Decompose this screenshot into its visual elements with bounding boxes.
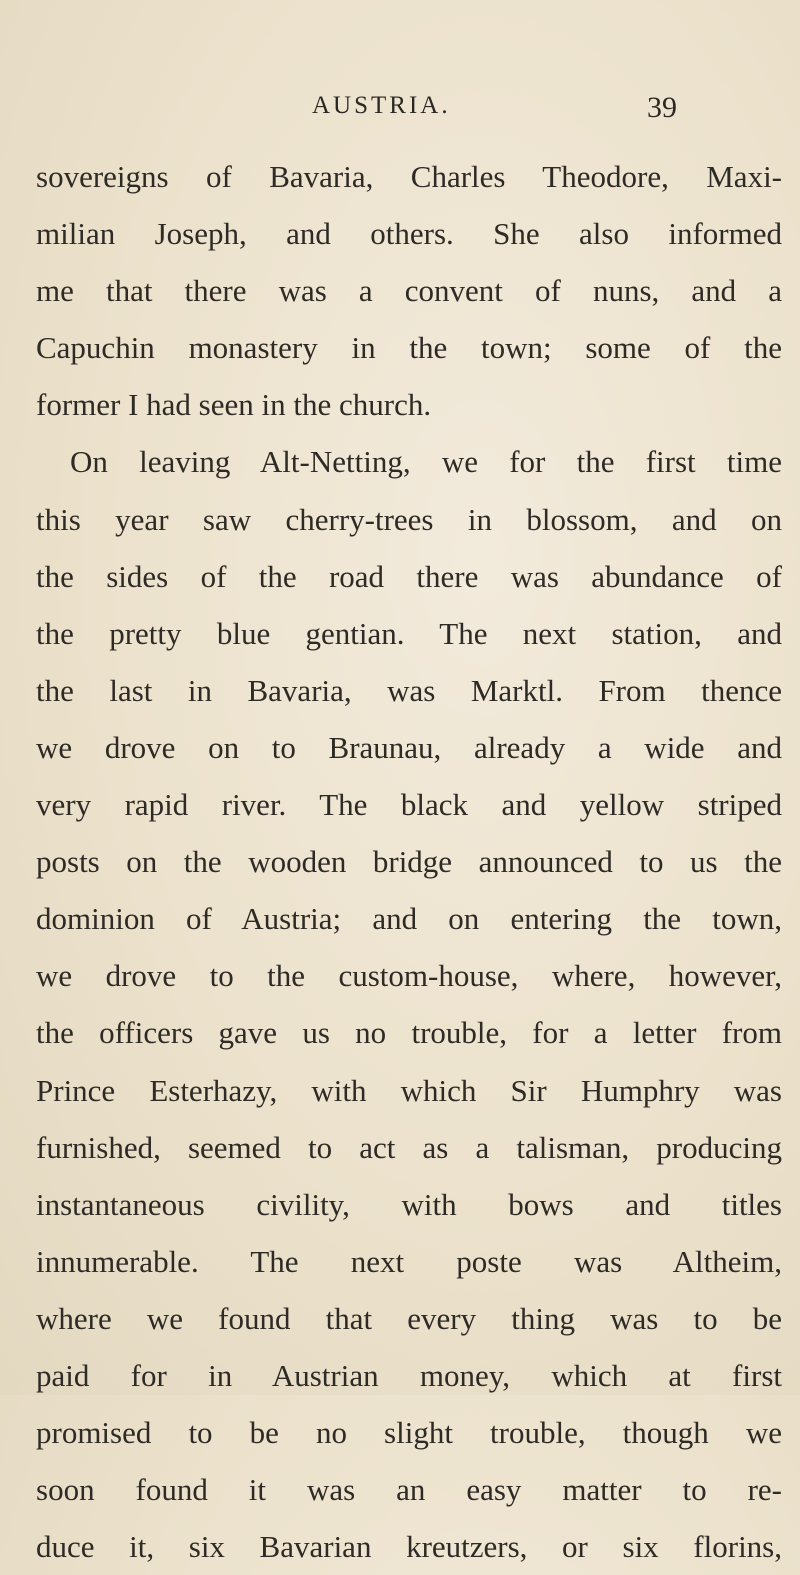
text-line: the pretty blue gentian. The next station, and — [36, 615, 782, 651]
text-line: we drove on to Braunau, already a wide and — [36, 729, 782, 765]
page-header — [0, 92, 800, 128]
text-line: very rapid river. The black and yellow striped — [36, 787, 782, 823]
text-line: the officers gave us no trouble, for a letter from — [36, 1015, 782, 1051]
text-line: former I had seen in the church. — [36, 387, 432, 423]
text-line: On leaving Alt-Netting, we for the first time — [70, 444, 782, 480]
text-line: paid for in Austrian money, which at first — [36, 1357, 782, 1393]
text-line: where we found that every thing was to be — [36, 1300, 782, 1336]
text-line: furnished, seemed to act as a talisman, producing — [36, 1129, 782, 1165]
text-line: me that there was a convent of nuns, and a — [36, 273, 782, 309]
text-line: Prince Esterhazy, with which Sir Humphry was — [36, 1072, 782, 1108]
text-line: soon found it was an easy matter to re- — [36, 1472, 782, 1508]
text-line: innumerable. The next poste was Altheim, — [36, 1243, 782, 1279]
text-line: we drove to the custom-house, where, however, — [36, 958, 782, 994]
running-title: AUSTRIA. — [312, 92, 451, 119]
text-line: dominion of Austria; and on entering the town, — [36, 901, 782, 937]
page-number: 39 — [647, 91, 677, 124]
text-line: the last in Bavaria, was Marktl. From thence — [36, 672, 782, 708]
text-line: duce it, six Bavarian kreutzers, or six florins, — [36, 1529, 782, 1565]
body-text — [36, 148, 782, 1575]
text-line: promised to be no slight trouble, though we — [36, 1415, 782, 1451]
text-line: posts on the wooden bridge announced to us the — [36, 844, 782, 880]
text-line: the sides of the road there was abundance of — [36, 558, 782, 594]
text-line: Capuchin monastery in the town; some of the — [36, 330, 782, 366]
text-line: milian Joseph, and others. She also informed — [36, 216, 782, 252]
text-line: sovereigns of Bavaria, Charles Theodore, Maxi- — [36, 159, 782, 194]
text-line: instantaneous civility, with bows and titles — [36, 1186, 782, 1222]
text-line: this year saw cherry-trees in blossom, and on — [36, 501, 782, 537]
